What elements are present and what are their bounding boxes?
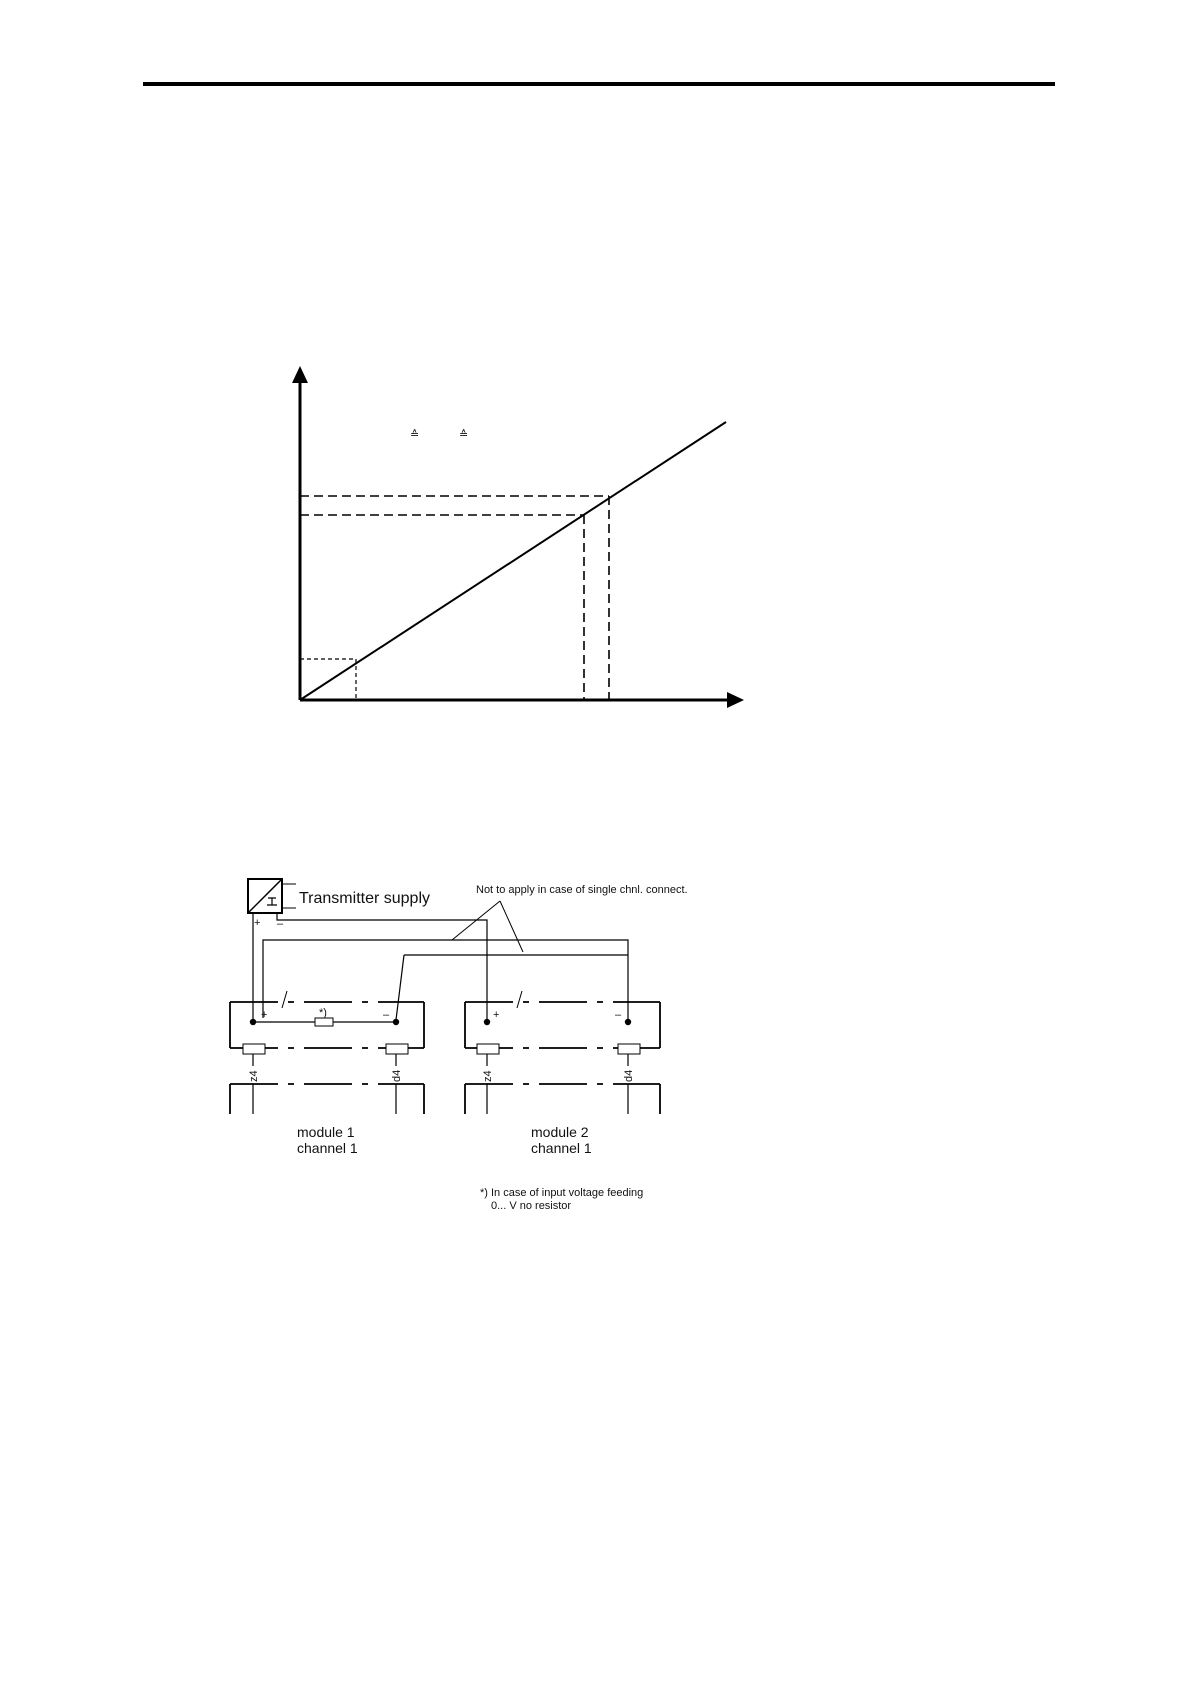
- footnote-line-1: *) In case of input voltage feeding: [480, 1187, 644, 1199]
- module-1-plus: +: [261, 1009, 268, 1021]
- wiring-lines: [253, 913, 628, 1022]
- module-1-channel: channel 1: [297, 1140, 358, 1156]
- module-1-pin-d4: d4: [391, 1069, 403, 1082]
- module-2-channel: channel 1: [531, 1140, 592, 1156]
- corresponds-symbol-1: ≙: [410, 429, 420, 441]
- module-2-minus: –: [615, 1009, 622, 1021]
- module-2-pin-z4: z4: [482, 1070, 494, 1082]
- module-2-plus: +: [493, 1009, 500, 1021]
- single-channel-note: Not to apply in case of single chnl. connect.: [476, 884, 688, 896]
- module-1-minus: –: [383, 1009, 390, 1021]
- transmitter-supply-label: Transmitter supply: [299, 890, 430, 907]
- module-1-name: module 1: [297, 1124, 355, 1140]
- module-slash-marks: [282, 991, 522, 1008]
- module-2-name: module 2: [531, 1124, 589, 1140]
- module-1-pin-z4: z4: [248, 1070, 260, 1082]
- resistor-mark: *): [319, 1007, 327, 1019]
- supply-plus-terminal: +: [254, 917, 261, 929]
- module-2-pin-d4: d4: [623, 1069, 635, 1082]
- footnote-line-2: 0... V no resistor: [491, 1200, 572, 1212]
- connector-blocks: [243, 1044, 640, 1054]
- resistor: [315, 1018, 333, 1026]
- corresponds-symbol-2: ≙: [459, 429, 469, 441]
- supply-minus-terminal: –: [277, 918, 284, 930]
- transmitter-supply-block: [248, 879, 296, 913]
